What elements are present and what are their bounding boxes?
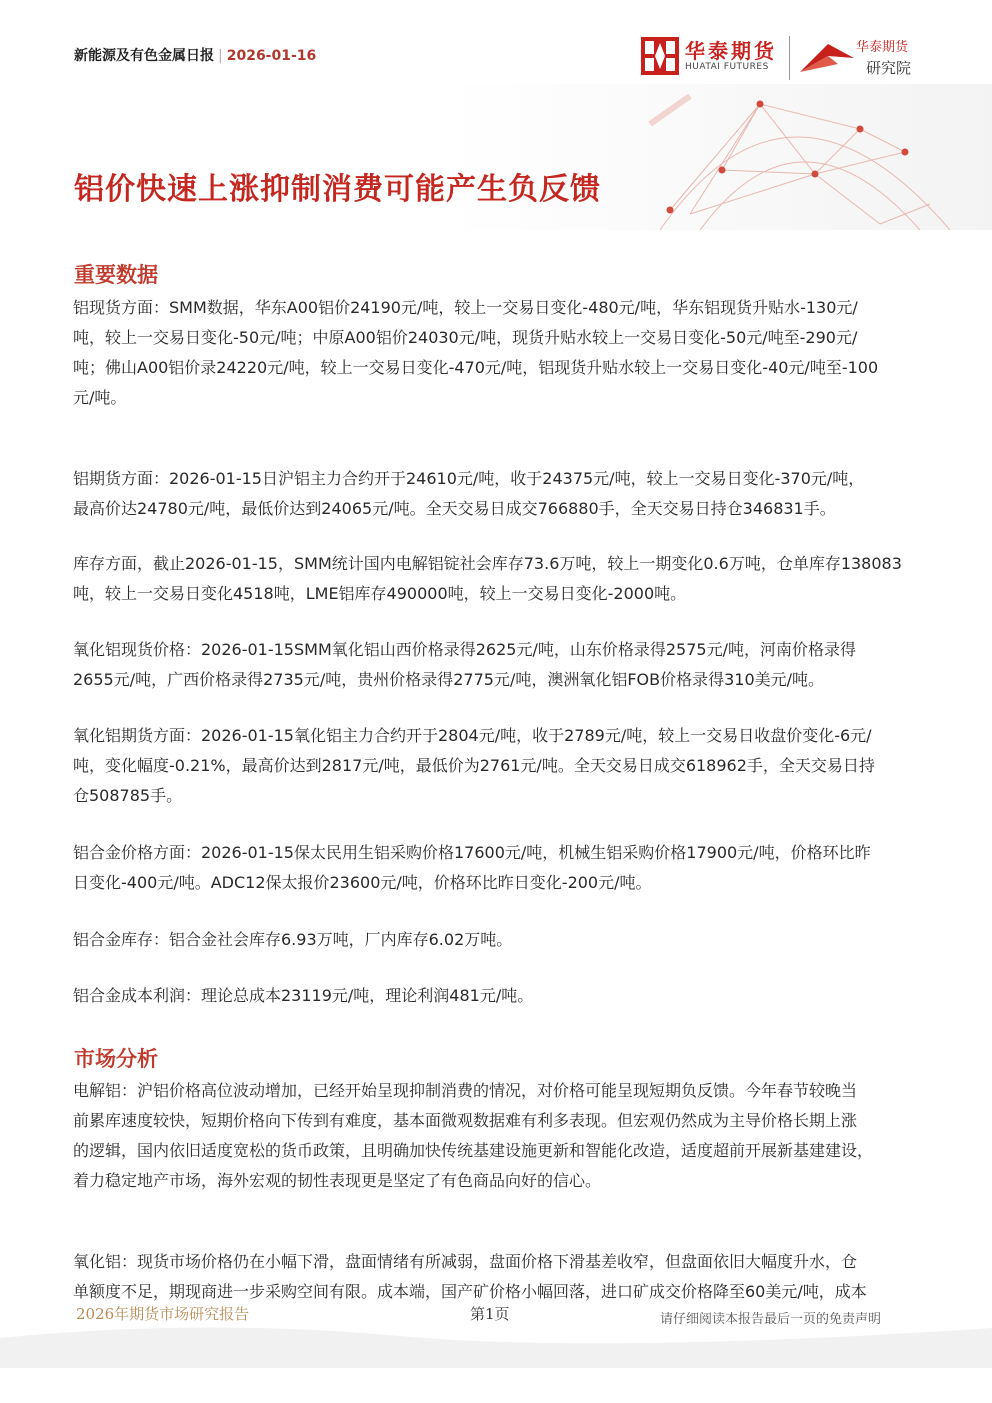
text-line: 吨，变化幅度-0.21%，最高价达到2817元/吨，最低价为2761元/吨。全天交易日成交618962手，全天交易日持 bbox=[73, 756, 875, 775]
paragraph-aluminum-spot bbox=[73, 293, 943, 413]
text-line: 单额度不足，期现商进一步采购空间有限。成本端，国产矿价格小幅回落，进口矿成交价格降至60美元/吨，成本 bbox=[73, 1282, 867, 1301]
text-line: 氧化铝期货方面：2026-01-15氧化铝主力合约开于2804元/吨，收于2789元/吨，较上一交易日收盘价变化-6元/ bbox=[73, 726, 872, 745]
text-line: 着力稳定地产市场，海外宏观的韧性表现更是坚定了有色商品向好的信心。 bbox=[73, 1171, 602, 1190]
text-line: 铝合金成本利润：理论总成本23119元/吨，理论利润481元/吨。 bbox=[73, 986, 534, 1005]
text-line: 仓508785手。 bbox=[73, 786, 183, 805]
text-line: 氧化铝：现货市场价格仍在小幅下滑，盘面情绪有所减弱，盘面价格下滑基差收窄，但盘面依旧大幅度升水，仓 bbox=[73, 1252, 858, 1271]
text-line: 铝合金价格方面：2026-01-15保太民用生铝采购价格17600元/吨，机械生铝采购价格17900元/吨，价格环比昨 bbox=[73, 843, 871, 862]
paragraph-alloy-inventory bbox=[73, 925, 943, 955]
logo-company-cn: 华泰期货 bbox=[685, 39, 777, 63]
text-line: 最高价达24780元/吨，最低价达到24065元/吨。全天交易日成交766880手，全天交易日持仓346831手。 bbox=[73, 499, 836, 518]
huatai-logo-icon bbox=[641, 37, 679, 75]
text-line: 吨，较上一交易日变化4518吨，LME铝库存490000吨，较上一交易日变化-2000吨。 bbox=[73, 584, 687, 603]
text-line: 铝合金库存：铝合金社会库存6.93万吨，厂内库存6.02万吨。 bbox=[73, 930, 513, 949]
paragraph-alloy-profit bbox=[73, 981, 943, 1011]
section-heading-key-data: 重要数据 bbox=[74, 263, 158, 287]
research-institute-logo bbox=[798, 36, 928, 80]
text-line: 前累库速度较快，短期价格向下传到有难度，基本面微观数据难有利多表现。但宏观仍然成为主导价格长期上涨 bbox=[73, 1111, 858, 1130]
paragraph-electrolytic-aluminum bbox=[73, 1076, 943, 1196]
paragraph-alumina-spot bbox=[73, 635, 943, 695]
footer-page-number: 第1页 bbox=[470, 1305, 510, 1323]
report-name: 新能源及有色金属日报 bbox=[74, 48, 214, 64]
logo-divider bbox=[789, 36, 790, 80]
text-line: 铝期货方面：2026-01-15日沪铝主力合约开于24610元/吨，收于24375元/吨，较上一交易日变化-370元/吨， bbox=[73, 469, 865, 488]
institute-line1: 华泰期货 bbox=[856, 40, 909, 55]
page-title: 铝价快速上涨抑制消费可能产生负反馈 bbox=[74, 172, 601, 207]
text-line: 吨，较上一交易日变化-50元/吨；中原A00铝价24030元/吨，现货升贴水较上一交易日变化-50元/吨至-290元/ bbox=[73, 328, 858, 347]
text-line: 元/吨。 bbox=[73, 388, 127, 407]
section-heading-market-analysis: 市场分析 bbox=[74, 1047, 158, 1071]
report-date: 2026-01-16 bbox=[226, 48, 317, 64]
header-separator: | bbox=[218, 48, 223, 64]
text-line: 铝现货方面：SMM数据，华东A00铝价24190元/吨，较上一交易日变化-480元/吨，华东铝现货升贴水-130元/ bbox=[73, 298, 858, 317]
report-header bbox=[74, 46, 316, 66]
text-line: 氧化铝现货价格：2026-01-15SMM氧化铝山西价格录得2625元/吨，山东价格录得2575元/吨，河南价格录得 bbox=[73, 640, 856, 659]
text-line: 电解铝：沪铝价格高位波动增加，已经开始呈现抑制消费的情况，对价格可能呈现短期负反馈。今年春节较晚当 bbox=[73, 1081, 858, 1100]
text-line: 库存方面，截止2026-01-15，SMM统计国内电解铝锭社会库存73.6万吨，较上一期变化0.6万吨，仓单库存138083 bbox=[73, 554, 902, 573]
text-line: 的逻辑，国内依旧适度宽松的货币政策，且明确加快传统基建设施更新和智能化改造，适度超前开展新基建建设， bbox=[73, 1141, 874, 1160]
footer-report-title: 2026年期货市场研究报告 bbox=[76, 1305, 250, 1323]
huatai-futures-logo bbox=[641, 35, 781, 79]
institute-logo-icon bbox=[798, 38, 858, 78]
paragraph-aluminum-futures bbox=[73, 464, 943, 524]
paragraph-alumina-futures bbox=[73, 721, 943, 811]
institute-line2: 研究院 bbox=[866, 59, 912, 77]
text-line: 吨；佛山A00铝价录24220元/吨，较上一交易日变化-470元/吨，铝现货升贴水较上一交易日变化-40元/吨至-100 bbox=[73, 358, 879, 377]
footer-disclaimer: 请仔细阅读本报告最后一页的免责声明 bbox=[660, 1312, 882, 1327]
text-line: 2655元/吨，广西价格录得2735元/吨，贵州价格录得2775元/吨，澳洲氧化铝FOB价格录得310美元/吨。 bbox=[73, 670, 825, 689]
text-line: 日变化-400元/吨。ADC12保太报价23600元/吨，价格环比昨日变化-200元/吨。 bbox=[73, 873, 652, 892]
paragraph-alumina-analysis bbox=[73, 1247, 943, 1307]
logo-company-en: HUATAI FUTURES bbox=[685, 62, 769, 72]
paragraph-inventory bbox=[73, 549, 943, 609]
network-banner-graphic bbox=[0, 84, 992, 230]
paragraph-alloy-price bbox=[73, 838, 943, 898]
